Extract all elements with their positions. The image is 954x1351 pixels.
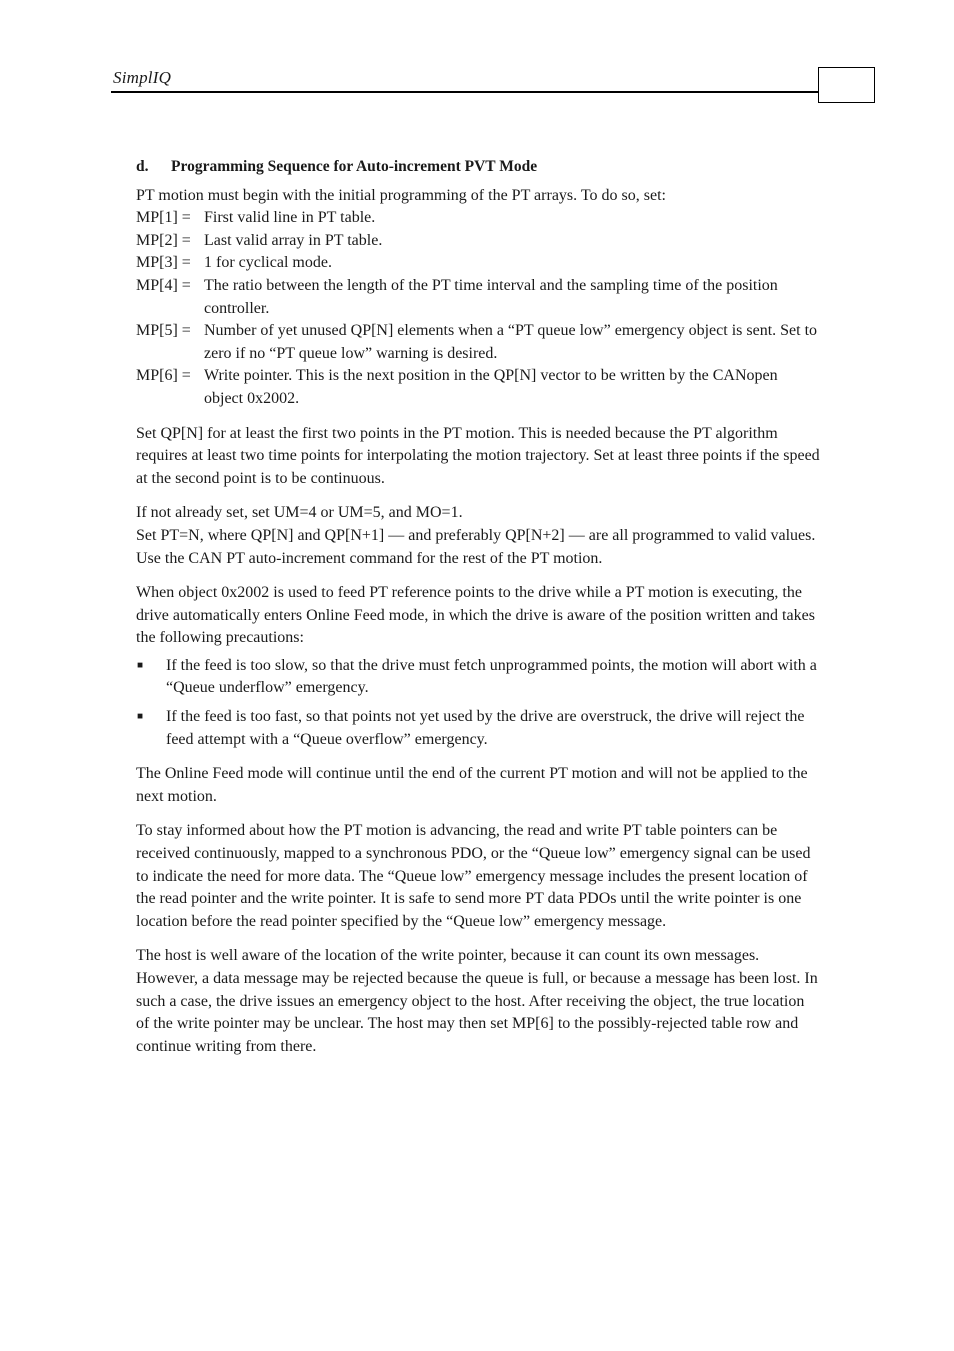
list-item xyxy=(136,706,820,751)
mp-description: First valid line in PT table. xyxy=(204,209,376,227)
mp-key: MP[5] = xyxy=(136,322,191,340)
bullet-square-icon: ■ xyxy=(137,659,144,671)
mp-key: MP[3] = xyxy=(136,254,191,272)
mp-item xyxy=(136,230,820,253)
host-paragraph: The host is well aware of the location of the write pointer, because it can count its own messages. However, a data message may be rejected because the queue is full, or because a message has been lost. In such a case, the drive issues an emergency object to the host. After receiving the object, the true location of the write pointer may be unclear. The host may then set MP[6] to the possibly-rejected table row and continue writing from there. xyxy=(136,947,818,1055)
mp-item xyxy=(136,207,820,230)
section-title: Programming Sequence for Auto-increment PVT Mode xyxy=(171,158,538,175)
mp-item xyxy=(136,275,820,320)
qp-paragraph: Set QP[N] for at least the first two points in the PT motion. This is needed because the PT algorithm requires at least two time points for interpolating the motion trajectory. Set at least three points if the speed at the second point is to be continuous. xyxy=(136,424,820,487)
precaution-list xyxy=(136,655,820,751)
online-feed-paragraph: When object 0x2002 is used to feed PT reference points to the drive while a PT motion is executing, the drive automatically enters Online Feed mode, in which the drive is aware of the position written and takes the following precautions: xyxy=(136,584,815,647)
mp-parameter-list xyxy=(136,207,820,410)
mp-item xyxy=(136,365,820,410)
mp-description: The ratio between the length of the PT time interval and the sampling time of the position controller. xyxy=(204,276,778,317)
mp-key: MP[2] = xyxy=(136,231,191,249)
bullet-text: If the feed is too slow, so that the drive must fetch unprogrammed points, the motion will abort with a “Queue underflow” emergency. xyxy=(166,656,817,697)
mp-key: MP[6] = xyxy=(136,367,191,385)
list-item xyxy=(136,655,820,700)
mp-description: Number of yet unused QP[N] elements when a “PT queue low” emergency object is sent. Set to zero if no “PT queue low” warning is desired. xyxy=(204,322,818,362)
stay-informed-paragraph: To stay informed about how the PT motion is advancing, the read and write PT table pointers can be received continuously, mapped to a synchronous PDO, or the “Queue low” emergency signal can be used to indicate the need for more data. The “Queue low” emergency message includes the present location of the read pointer and the write pointer. It is safe to send more PT data PDOs until the write pointer is one location before the read pointer specified by the “Queue low” emergency message. xyxy=(136,822,811,930)
section-heading xyxy=(136,156,820,179)
online-feed-continue-paragraph: The Online Feed mode will continue until the end of the current PT motion and will not be applied to the next motion. xyxy=(136,765,808,805)
bullet-text: If the feed is too fast, so that points not yet used by the drive are overstruck, the drive will reject the feed attempt with a “Queue overflow” emergency. xyxy=(166,708,805,748)
mp-description: Last valid array in PT table. xyxy=(204,231,383,249)
header-rule xyxy=(111,91,819,93)
header-title: SimplIQ xyxy=(113,68,172,87)
bullet-square-icon: ■ xyxy=(137,711,144,723)
mp-item xyxy=(136,320,820,365)
mp-item xyxy=(136,252,820,275)
document-body xyxy=(136,156,820,1058)
step-line: Use the CAN PT auto-increment command for the rest of the PT motion. xyxy=(136,549,603,567)
step-line: Set PT=N, where QP[N] and QP[N+1] — and preferably QP[N+2] — are all programmed to valid values. xyxy=(136,526,816,544)
section-number: d. xyxy=(136,158,149,175)
mp-description: Write pointer. This is the next position in the QP[N] vector to be written by the CANopen object 0x2002. xyxy=(204,367,778,407)
intro-paragraph: PT motion must begin with the initial programming of the PT arrays. To do so, set: xyxy=(136,186,666,204)
mp-key: MP[4] = xyxy=(136,276,191,294)
step-line: If not already set, set UM=4 or UM=5, and MO=1. xyxy=(136,504,463,522)
page-number-box xyxy=(818,67,875,103)
mp-key: MP[1] = xyxy=(136,209,191,227)
mp-description: 1 for cyclical mode. xyxy=(204,254,332,272)
